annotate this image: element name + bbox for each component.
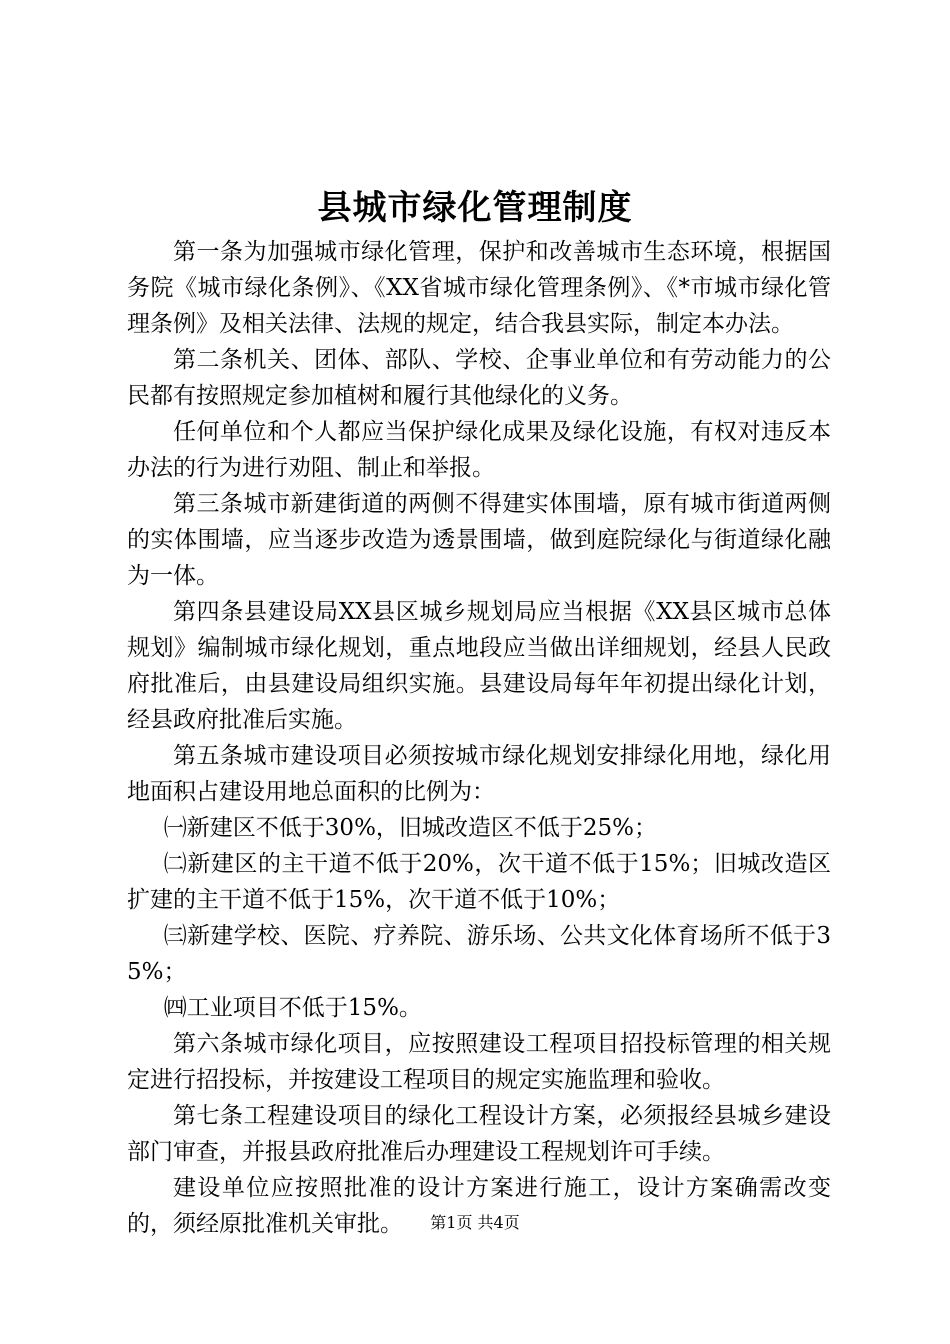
document-title: 县城市绿化管理制度 bbox=[317, 188, 633, 228]
paragraph-article-2: 第二条机关、团体、部队、学校、企事业单位和有劳动能力的公民都有按照规定参加植树和履行其他绿化的义务。 bbox=[127, 347, 831, 409]
list-item-1: ㈠新建区不低于30%，旧城改造区不低于25%； bbox=[163, 815, 658, 841]
paragraph-article-6: 第六条城市绿化项目，应按照建设工程项目招投标管理的相关规定进行招投标，并按建设工程项目的规定实施监理和验收。 bbox=[127, 1031, 831, 1093]
paragraph-article-3: 第三条城市新建街道的两侧不得建实体围墙，原有城市街道两侧的实体围墙，应当逐步改造为透景围墙，做到庭院绿化与街道绿化融为一体。 bbox=[127, 491, 831, 589]
paragraph-article-2-cont: 任何单位和个人都应当保护绿化成果及绿化设施，有权对违反本办法的行为进行劝阻、制止和举报。 bbox=[127, 419, 831, 481]
list-item-3: ㈢新建学校、医院、疗养院、游乐场、公共文化体育场所不低于35%； bbox=[127, 923, 831, 985]
paragraph-article-5: 第五条城市建设项目必须按城市绿化规划安排绿化用地，绿化用地面积占建设用地总面积的比例为： bbox=[127, 743, 831, 805]
paragraph-article-1: 第一条为加强城市绿化管理，保护和改善城市生态环境，根据国务院《城市绿化条例》、《XX省城市绿化管理条例》、《*市城市绿化管理条例》及相关法律、法规的规定，结合我县实际，制定本办法。 bbox=[127, 239, 831, 337]
paragraph-article-7-cont: 建设单位应按照批准的设计方案进行施工，设计方案确需改变的，须经原批准机关审批。 bbox=[127, 1175, 831, 1237]
list-item-2: ㈡新建区的主干道不低于20%，次干道不低于15%；旧城改造区扩建的主干道不低于15%，次干道不低于10%； bbox=[127, 851, 831, 913]
page-footer: 第1页 共4页 bbox=[430, 1213, 520, 1232]
list-item-4: ㈣工业项目不低于15%。 bbox=[163, 995, 422, 1021]
paragraph-article-7: 第七条工程建设项目的绿化工程设计方案，必须报经县城乡建设部门审查，并报县政府批准后办理建设工程规划许可手续。 bbox=[127, 1103, 831, 1165]
document-body bbox=[127, 234, 831, 1242]
paragraph-article-4: 第四条县建设局XX县区城乡规划局应当根据《XX县区城市总体规划》编制城市绿化规划，重点地段应当做出详细规划，经县人民政府批准后，由县建设局组织实施。县建设局每年年初提出绿化计划，经县政府批准后实施。 bbox=[127, 599, 831, 733]
